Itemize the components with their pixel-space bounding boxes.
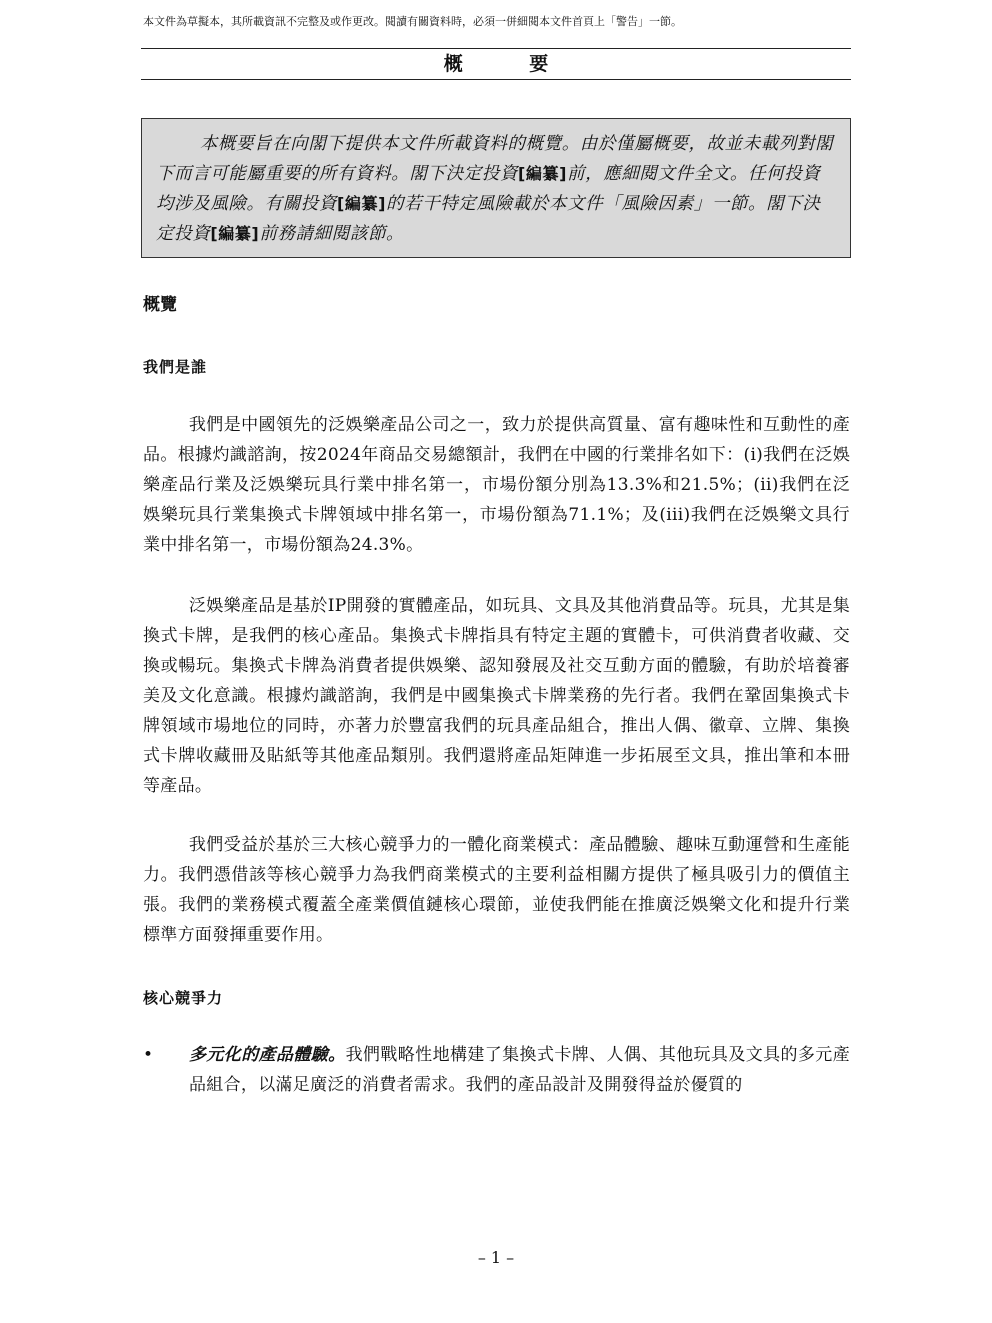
page-number: – 1 – xyxy=(477,1248,515,1267)
title-bottom-rule xyxy=(141,79,851,80)
redacted-mark: [編纂] xyxy=(337,194,387,213)
paragraph-products: 泛娛樂產品是基於IP開發的實體產品，如玩具、文具及其他消費品等。玩具，尤其是集換式卡牌，是我們的核心產品。集換式卡牌指具有特定主題的實體卡，可供消費者收藏、交換或暢玩。集換式卡牌為消費者提供娛樂、認知發展及社交互動方面的體驗，有助於培養審美及文化意識。根據灼識諮詢，我們是中國集換式卡牌業務的先行者。我們在鞏固集換式卡牌領域市場地位的同時，亦著力於豐富我們的玩具產品組合，推出人偶、徽章、立牌、集換式卡牌收藏冊及貼紙等其他產品類別。我們還將產品矩陣進一步拓展至文具，推出筆和本冊等產品。 xyxy=(143,596,850,796)
bullet-body-text: 我們戰略性地構建了集換式卡牌、人偶、其他玩具及文具的多元產品組合，以滿足廣泛的消費者需求。我們的產品設計及開發得益於優質的 xyxy=(189,1045,850,1095)
summary-notice-box xyxy=(141,118,851,258)
bullet-symbol: • xyxy=(143,1045,154,1065)
section-heading-who-we-are: 我們是誰 xyxy=(143,358,208,376)
draft-disclaimer: 本文件為草擬本，其所載資訊不完整及或作更改。閱讀有關資料時，必須一併細閱本文件首頁上「警告」一節。 xyxy=(143,15,682,28)
title-top-rule xyxy=(141,48,851,49)
section-heading-core-competencies: 核心競爭力 xyxy=(143,989,224,1007)
section-heading-overview: 概覽 xyxy=(143,295,177,315)
page-title: 概 要 xyxy=(443,53,579,75)
redacted-mark: [編纂] xyxy=(210,224,260,243)
paragraph-business-model: 我們受益於基於三大核心競爭力的一體化商業模式：產品體驗、趣味互動運營和生產能力。我們憑借該等核心競爭力為我們商業模式的主要利益相關方提供了極具吸引力的價值主張。我們的業務模式覆蓋全產業價值鏈核心環節，並使我們能在推廣泛娛樂文化和提升行業標準方面發揮重要作用。 xyxy=(143,835,850,945)
notice-text: 本概要旨在向閣下提供本文件所載資料的概覽。由於僅屬概要，故並未載列對閣下而言可能屬重要的所有資料。閣下決定投資[編纂]前，應細閱文件全文。任何投資均涉及風險。有關投資[編纂]的若干特定風險載於本文件「風險因素」一節。閣下決定投資[編纂]前務請細閱該節。 xyxy=(156,134,834,244)
redacted-mark: [編纂] xyxy=(518,164,568,183)
bullet-product-experience xyxy=(189,1040,850,1100)
paragraph-market-position: 我們是中國領先的泛娛樂產品公司之一，致力於提供高質量、富有趣味性和互動性的產品。根據灼識諮詢，按2024年商品交易總額計，我們在中國的行業排名如下：(i)我們在泛娛樂產品行業及泛娛樂玩具行業中排名第一，市場份額分別為13.3%和21.5%；(ii)我們在泛娛樂玩具行業集換式卡牌領域中排名第一，市場份額為71.1%；及(iii)我們在泛娛樂文具行業中排名第一，市場份額為24.3%。 xyxy=(143,415,850,555)
bullet-lead-text: 多元化的產品體驗。 xyxy=(189,1045,346,1065)
